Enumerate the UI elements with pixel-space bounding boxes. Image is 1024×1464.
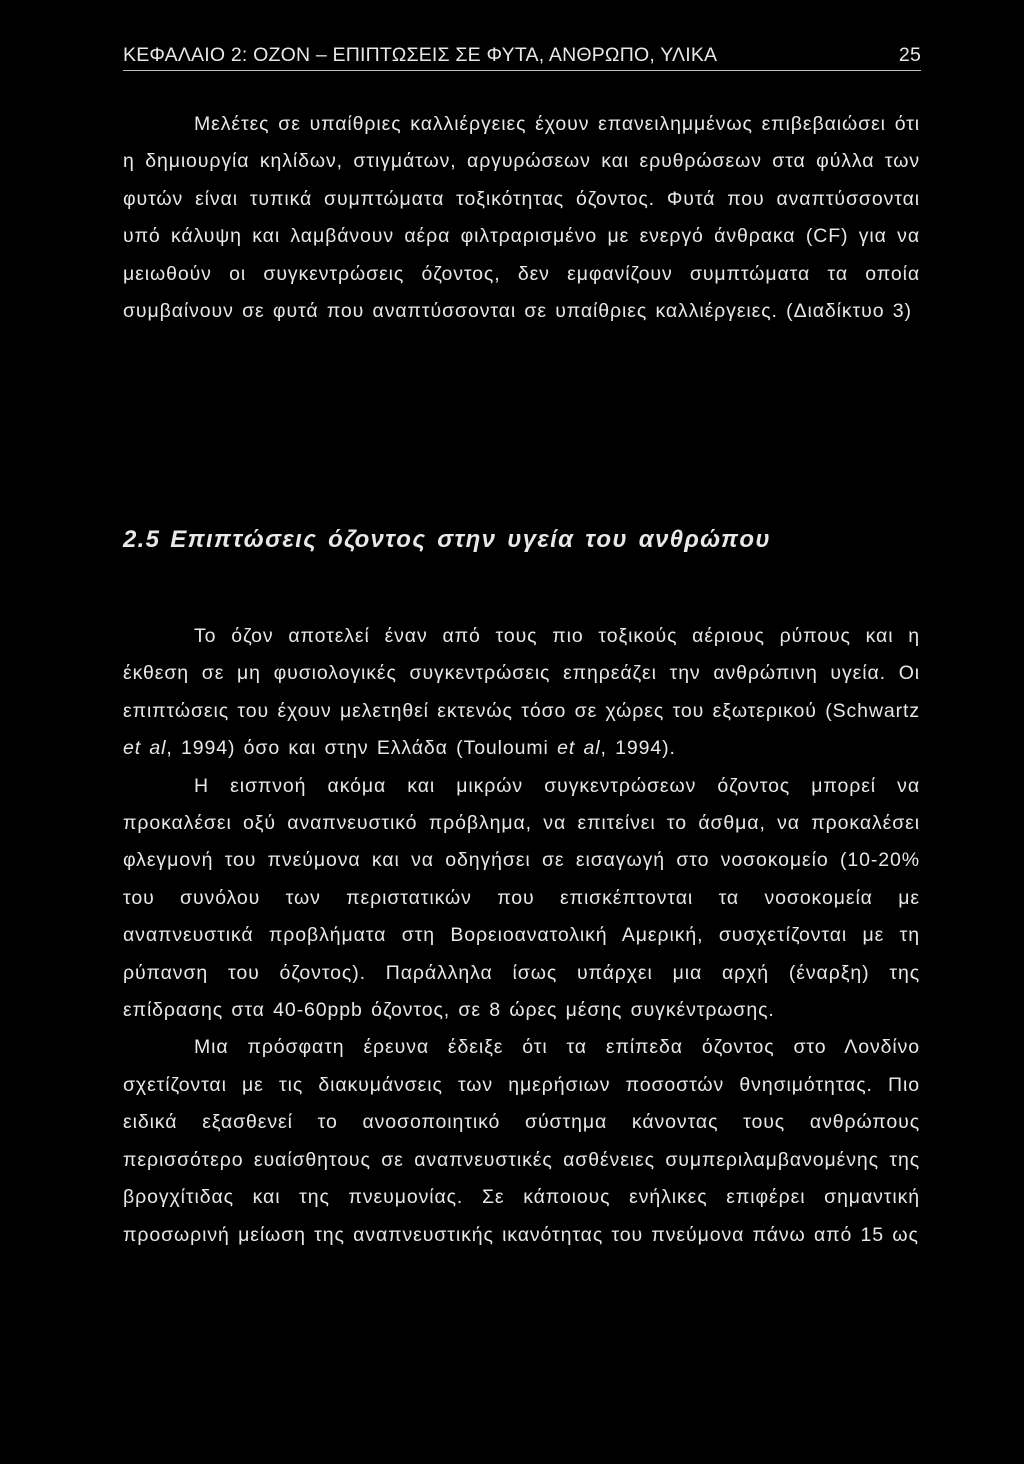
intro-paragraph: Μελέτες σε υπαίθριες καλλιέργειες έχουν επανειλημμένως επιβεβαιώσει ότι η δημιουργία κηλίδων, στιγμάτων, αργυρώσεων και ερυθρώσεων στα φύλλα των φυτών είναι τυπικά συμπτώματα τοξικότητας όζοντος. Φυτά που αναπτύσσονται υπό κάλυψη και λαμβάνουν αέρα φιλτραρισμένο με ενεργό άνθρακα (CF) για να μειωθούν οι συγκεντρώσεις όζοντος, δεν εμφανίζουν συμπτώματα τα οποία συμβαίνουν σε φυτά που αναπτύσσονται σε υπαίθριες καλλιέργειες. (Διαδίκτυο 3) xyxy=(123,113,920,323)
paragraph-ozone-toxicity xyxy=(123,618,920,768)
header-rule xyxy=(123,70,921,71)
section-heading xyxy=(123,526,920,554)
citation-et-al: et al xyxy=(557,737,601,760)
page-number: 25 xyxy=(898,44,921,66)
section-body xyxy=(123,618,920,1254)
intro-text-block xyxy=(123,106,920,330)
running-header xyxy=(123,44,921,72)
paragraph-text-segment: Το όζον αποτελεί έναν από τους πιο τοξικούς αέριους ρύπους και η έκθεση σε μη φυσιολογικές συγκεντρώσεις επηρεάζει την ανθρώπινη υγεία. Οι επιπτώσεις του έχουν μελετηθεί εκτενώς τόσο σε χώρες του εξωτερικού (Schwartz xyxy=(123,625,920,722)
section-number: 2.5 xyxy=(123,526,161,553)
chapter-title: ΚΕΦΑΛΑΙΟ 2: ΟΖΟΝ – ΕΠΙΠΤΩΣΕΙΣ ΣΕ ΦΥΤΑ, ΑΝΘΡΩΠΟ, ΥΛΙΚΑ xyxy=(123,44,718,66)
paragraph-london-study: Μια πρόσφατη έρευνα έδειξε ότι τα επίπεδα όζοντος στο Λονδίνο σχετίζονται με τις διακυμάνσεις των ημερήσιων ποσοστών θνησιμότητας. Πιο ειδικά εξασθενεί το ανοσοποιητικό σύστημα κάνοντας τους ανθρώπους περισσότερο ευαίσθητους σε αναπνευστικές ασθένειες συμπεριλαμβανομένης της βρογχίτιδας και της πνευμονίας. Σε κάποιους ενήλικες επιφέρει σημαντική προσωρινή μείωση της αναπνευστικής ικανότητας του πνεύμονα πάνω από 15 ως xyxy=(123,1036,920,1246)
paragraph-text-segment: , 1994) όσο και στην Ελλάδα (Touloumi xyxy=(166,737,558,760)
section-title: Επιπτώσεις όζοντος στην υγεία του ανθρώπου xyxy=(170,526,771,553)
citation-et-al: et al xyxy=(123,737,167,760)
paragraph-respiratory-effects: Η εισπνοή ακόμα και μικρών συγκεντρώσεων όζοντος μπορεί να προκαλέσει οξύ αναπνευστικό πρόβλημα, να επιτείνει το άσθμα, να προκαλέσει φλεγμονή του πνεύμονα και να οδηγήσει σε εισαγωγή στο νοσοκομείο (10-20% του συνόλου των περιστατικών που επισκέπτονται τα νοσοκομεία με αναπνευστικά προβλήματα στη Βορειοανατολική Αμερική, συσχετίζονται με τη ρύπανση του όζοντος). Παράλληλα ίσως υπάρχει μια αρχή (έναρξη) της επίδρασης στα 40-60ppb όζοντος, σε 8 ώρες μέσης συγκέντρωσης. xyxy=(123,774,920,1022)
paragraph-text-segment: , 1994). xyxy=(600,737,676,760)
